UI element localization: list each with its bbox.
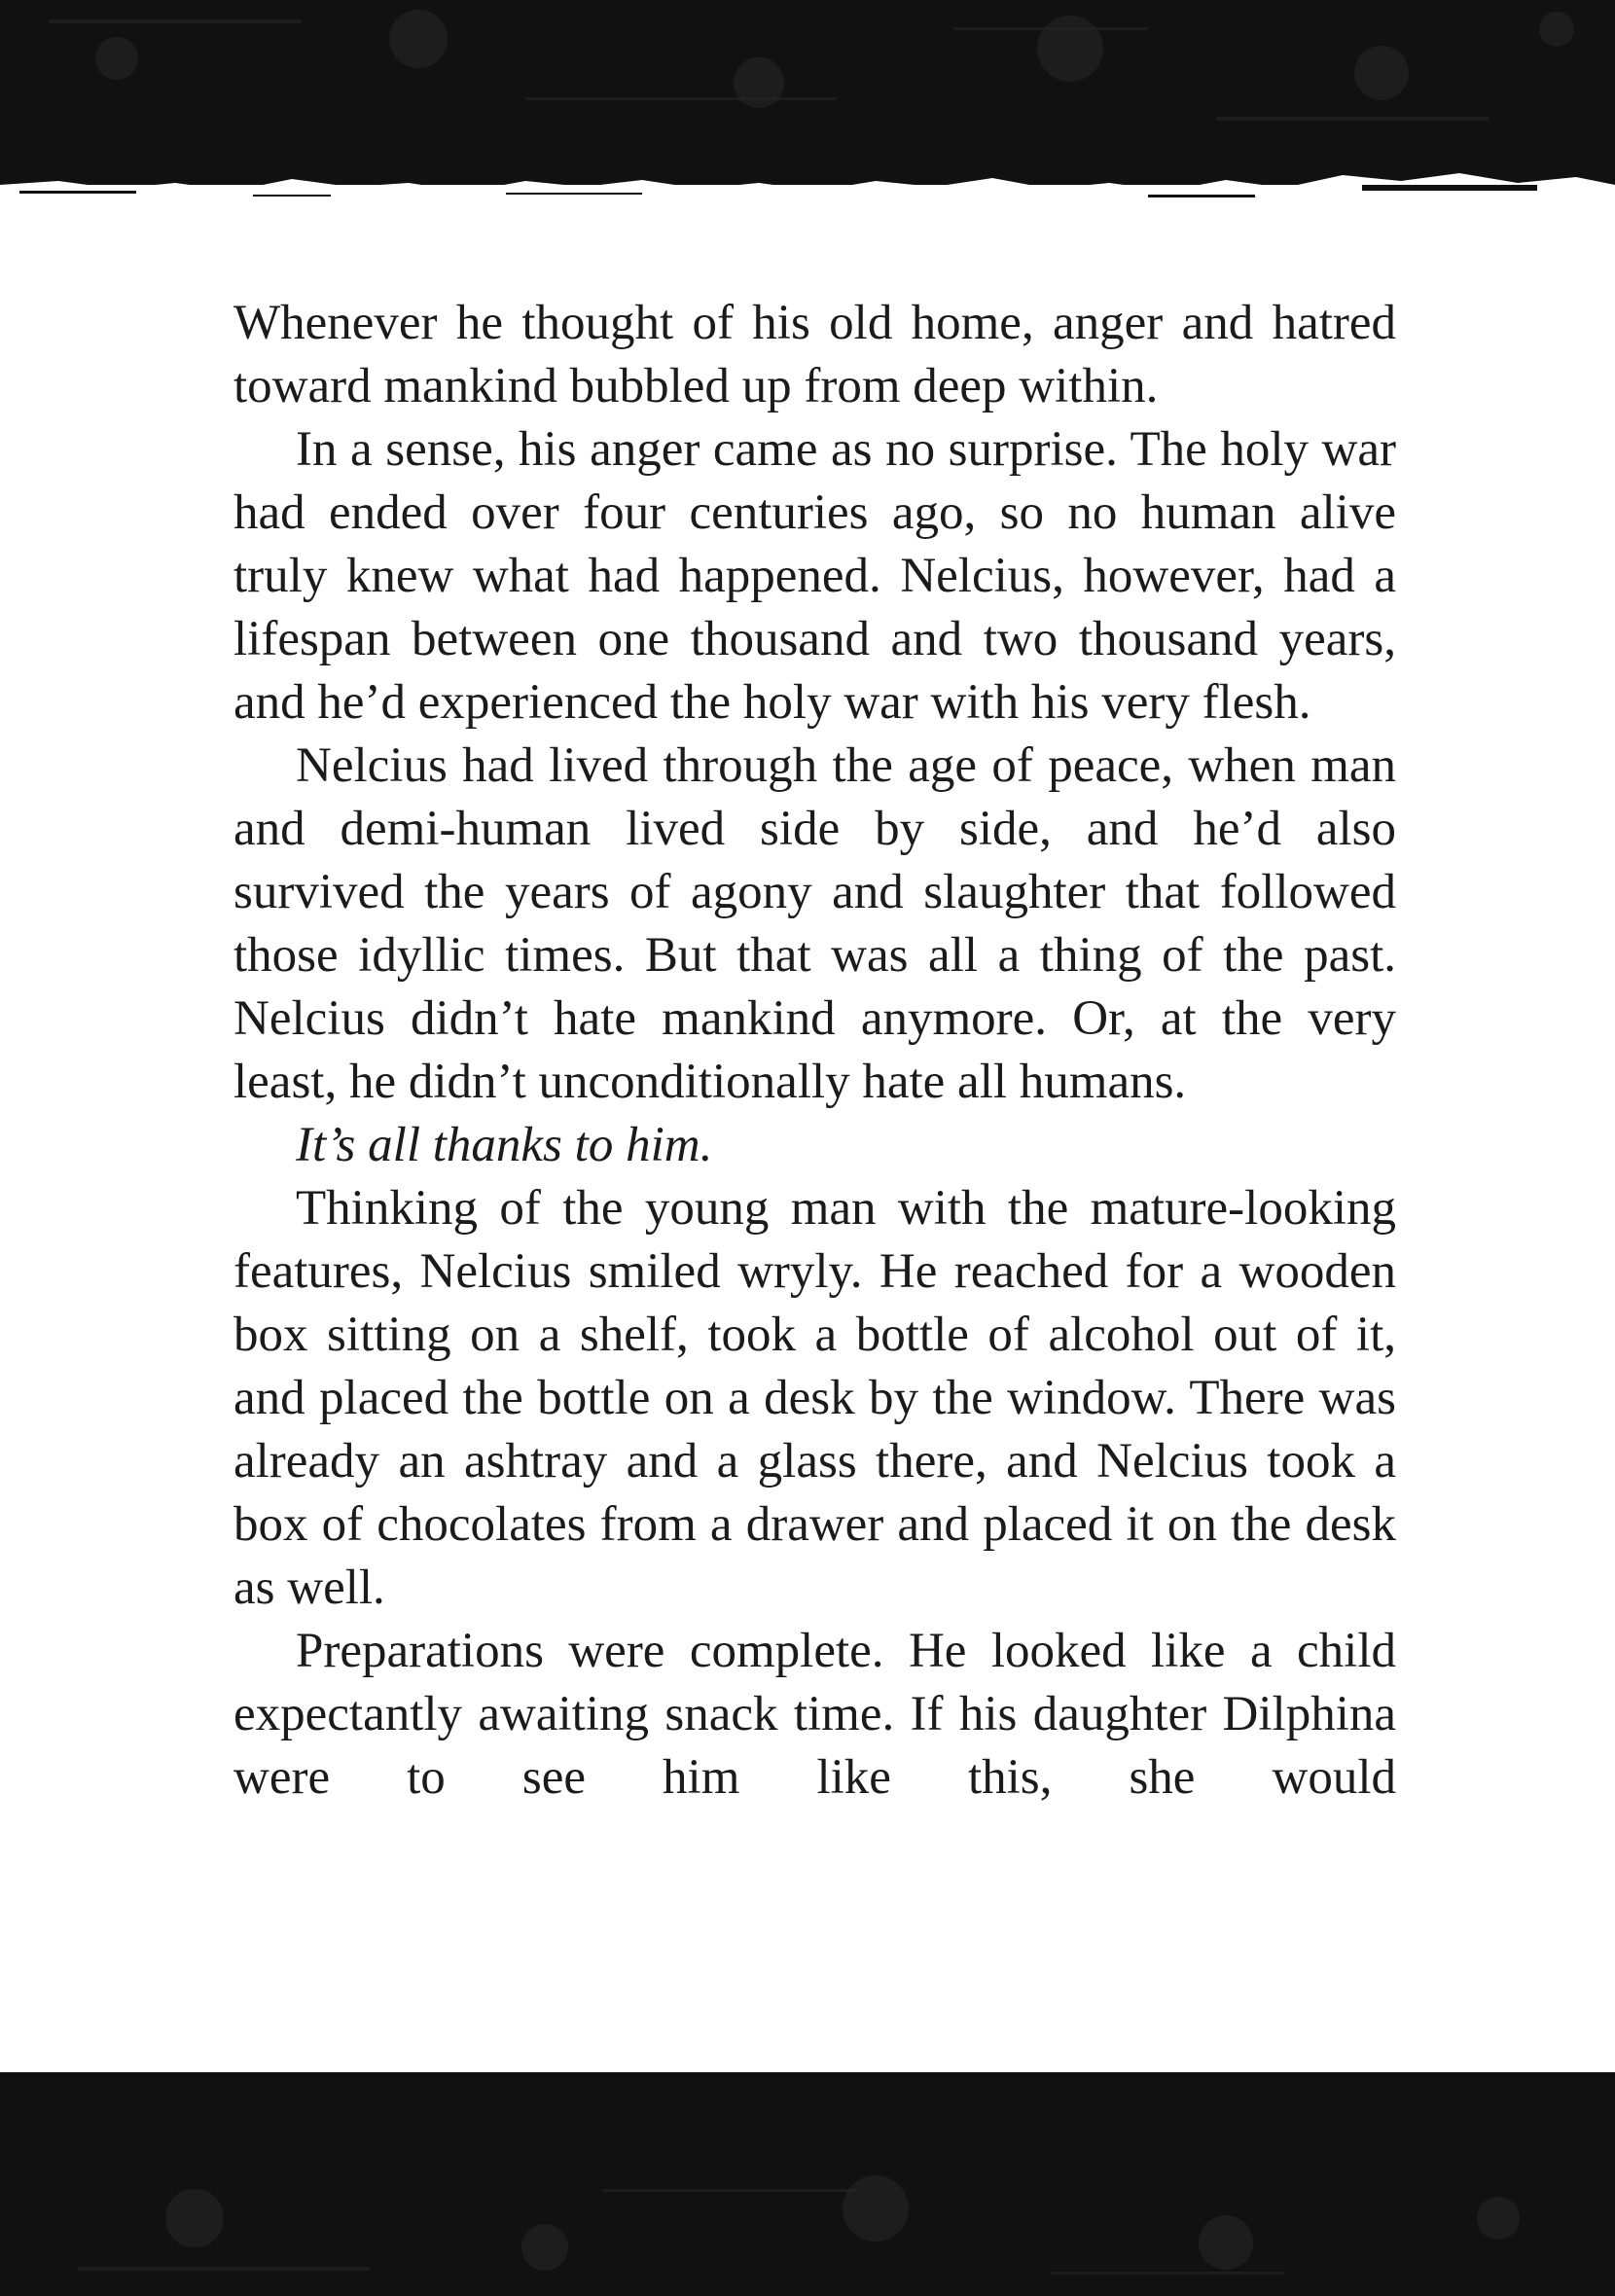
paragraph-1: Whenever he thought of his old home, anger and hatred toward mankind bubbled up from deep within.: [233, 296, 1396, 413]
paragraph-4-italic: [233, 1114, 1396, 1177]
paper-top-torn-edge: [0, 146, 1615, 233]
paragraph-6: Preparations were complete. He looked like a child expectantly awaiting snack time. If his daughter Dilphina were to see him like this, she would: [233, 1624, 1396, 1805]
italic-thought: It’s all thanks to him.: [296, 1118, 713, 1172]
paragraph-5: Thinking of the young man with the mature-looking features, Nelcius smiled wryly. He reached for a wooden box sitting on a shelf, took a bottle of alcohol out of it, and placed the bottle on a desk by the window. There was already an ashtray and a glass there, and Nelcius took a box of chocolates from a drawer and placed it on the desk as well.: [233, 1181, 1396, 1615]
bottom-ink-border: [0, 2072, 1615, 2296]
bottom-ink-texture: [0, 2072, 1615, 2296]
story-text: [233, 292, 1396, 1810]
paragraph-2: In a sense, his anger came as no surprise. The holy war had ended over four centuries ago, so no human alive truly knew what had happened. Nelcius, however, had a lifespan between one thousand and two thousand years, and he’d experienced the holy war with his very flesh.: [233, 422, 1396, 730]
paragraph-3: Nelcius had lived through the age of peace, when man and demi-human lived side by side, and he’d also survived the years of agony and slaughter that followed those idyllic times. But that was all a thing of the past. Nelcius didn’t hate mankind anymore. Or, at the very least, he didn’t unconditionally hate all humans.: [233, 738, 1396, 1109]
